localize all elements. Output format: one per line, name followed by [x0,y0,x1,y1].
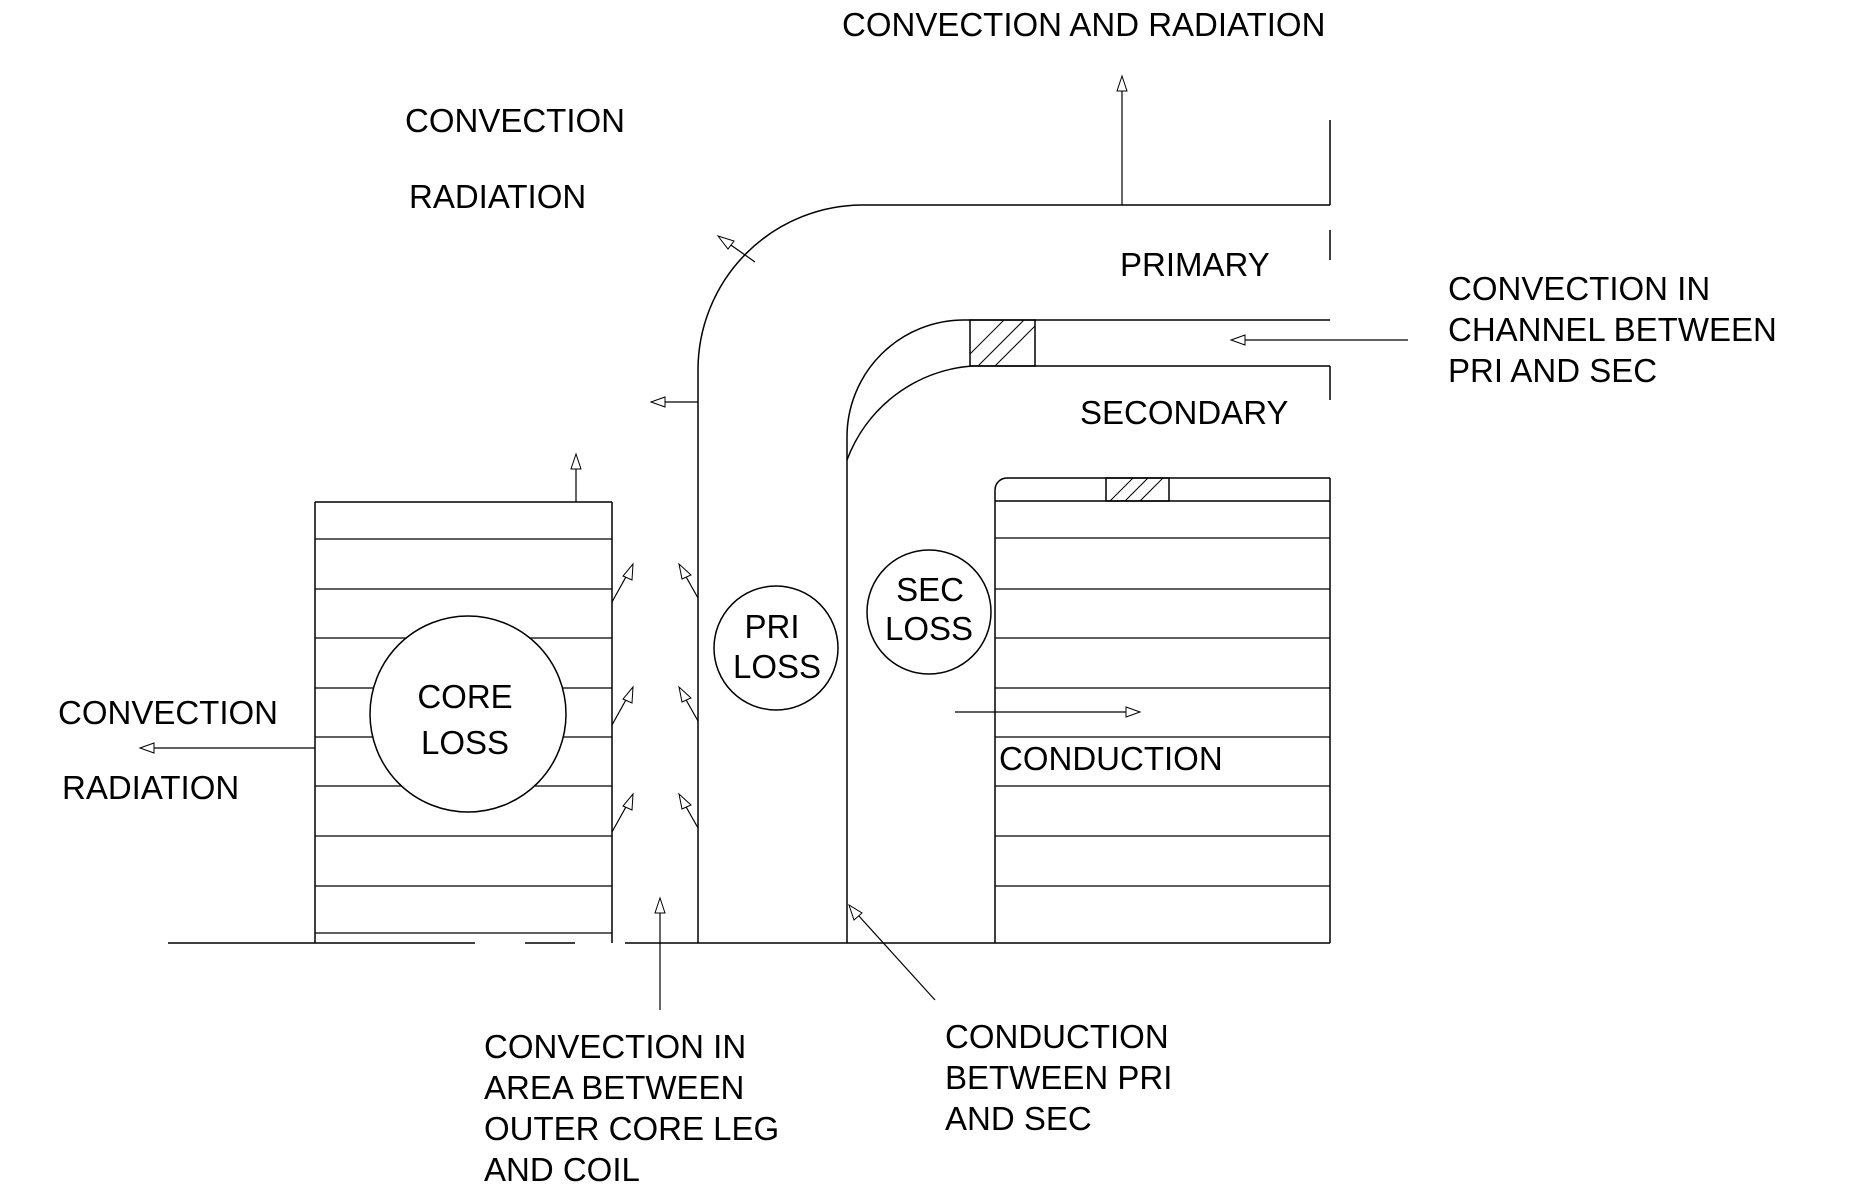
arrow-primary-left [651,397,698,407]
label-conduction-between-3: AND SEC [945,1100,1092,1137]
arrow-corner-diagonal [718,236,755,262]
label-conduction-between-2: BETWEEN PRI [945,1059,1173,1096]
heat-flow-arrows [140,76,1408,1010]
label-convection-top-left: CONVECTION [405,102,626,139]
arrow-gap-diag-2 [612,687,633,725]
label-area-between-4: AND COIL [484,1151,640,1185]
label-channel-1: CONVECTION IN [1448,270,1711,307]
label-secondary: SECONDARY [1080,394,1289,431]
arrow-channel-left [1231,335,1408,345]
arrow-core-up [571,454,581,502]
label-area-between-2: AREA BETWEEN [484,1069,745,1106]
label-area-between-3: OUTER CORE LEG [484,1110,780,1147]
arrow-gap-diag-1 [612,564,633,602]
arrow-top-up [1117,76,1127,205]
arrow-gap-diag-4 [679,564,698,598]
arrow-conduction-right [955,707,1140,717]
label-channel-3: PRI AND SEC [1448,352,1658,389]
core-loss-circle [370,616,566,812]
label-convection-left: CONVECTION [58,694,279,731]
core-loss-label-2: LOSS [420,724,510,761]
sec-loss-label-1: SEC [896,571,964,608]
label-radiation-top-left: RADIATION [409,178,587,215]
label-conduction: CONDUCTION [999,740,1223,777]
arrow-conduction-between [849,905,935,1000]
arrow-core-left [140,743,315,753]
primary-winding [698,120,1330,943]
core-loss-label-1: CORE [417,678,513,715]
arrow-gap-diag-3 [612,794,633,832]
arrow-gap-diag-6 [679,794,698,828]
sec-loss-label-2: LOSS [884,610,974,647]
label-conduction-between-1: CONDUCTION [945,1018,1169,1055]
label-primary: PRIMARY [1120,246,1270,283]
cooling-channel [847,320,1330,460]
pri-loss-circle [714,586,838,710]
arrow-gap-up [655,898,665,1010]
pri-loss-label-2: LOSS [732,648,822,685]
sec-loss-circle [867,550,991,674]
secondary-winding [995,478,1330,943]
label-radiation-left: RADIATION [62,769,240,806]
label-channel-2: CHANNEL BETWEEN [1448,311,1777,348]
pri-loss-label-1: PRI [744,608,800,645]
arrow-gap-diag-5 [679,687,698,721]
label-area-between-1: CONVECTION IN [484,1028,747,1065]
label-convection-and-radiation: CONVECTION AND RADIATION [842,6,1326,43]
